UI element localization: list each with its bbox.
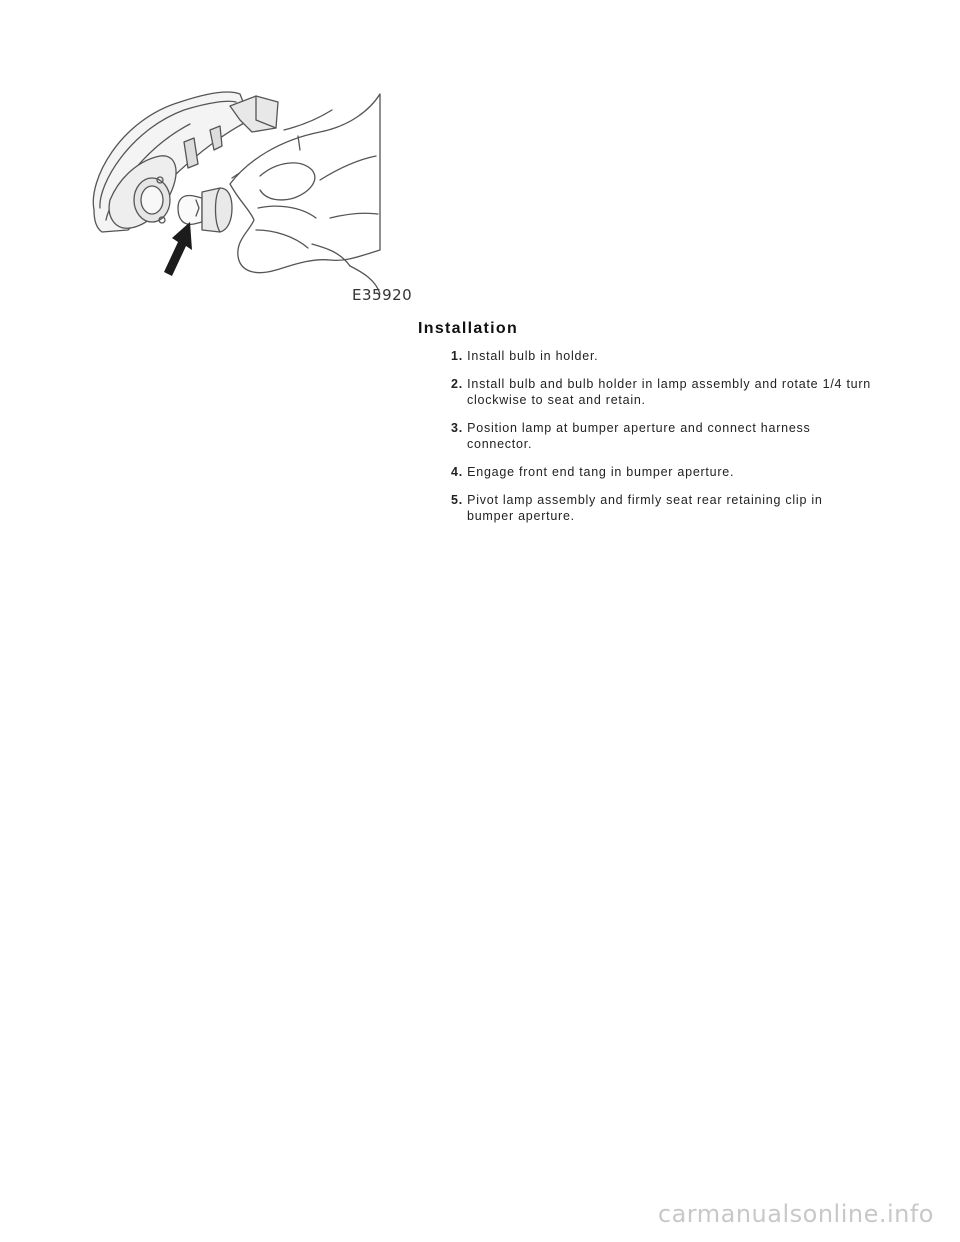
bulb-install-illustration [80, 80, 440, 305]
step-text: Position lamp at bumper aperture and connect harness connector. [467, 421, 811, 451]
step-text: Pivot lamp assembly and firmly seat rear retaining clip in bumper aperture. [467, 493, 823, 523]
section-heading: Installation [418, 320, 519, 337]
watermark: carmanualsonline.info [657, 1200, 934, 1228]
step-item [451, 376, 871, 408]
step-number: 1. [451, 349, 463, 363]
step-number: 4. [451, 465, 463, 479]
step-item [451, 348, 871, 364]
step-item [451, 464, 871, 480]
step-text: Install bulb and bulb holder in lamp assembly and rotate 1/4 turn clockwise to seat and retain. [467, 377, 871, 407]
step-number: 2. [451, 377, 463, 391]
figure-label: E35920 [352, 286, 413, 304]
step-item [451, 492, 871, 524]
step-number: 3. [451, 421, 463, 435]
step-text: Engage front end tang in bumper aperture. [467, 465, 735, 479]
step-text: Install bulb in holder. [467, 349, 599, 363]
installation-steps [451, 348, 871, 536]
step-item [451, 420, 871, 452]
step-number: 5. [451, 493, 463, 507]
